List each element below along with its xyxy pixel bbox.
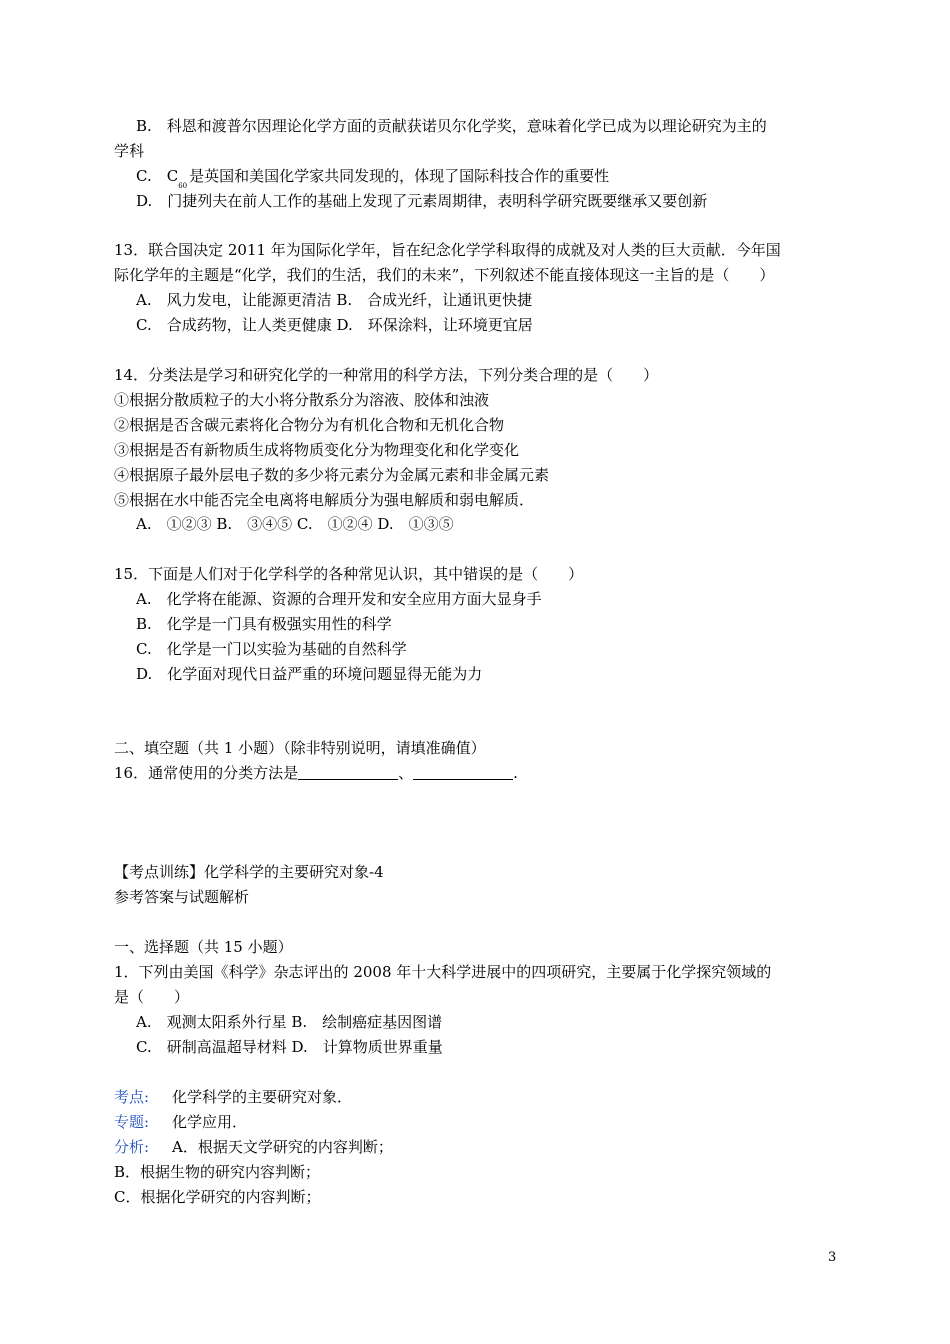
answer-q1-options-cd: C. 研制高温超导材料 D. 计算物质世界重量 (136, 1038, 443, 1056)
q14-item-5: ⑤根据在水中能否完全电离将电解质分为强电解质和弱电解质． (114, 491, 535, 509)
answer-q1-stem-line1: 1．下列由美国《科学》杂志评出的 2008 年十大科学进展中的四项研究，主要属于化学探究领域的 (114, 963, 772, 981)
q16-blank-2[interactable] (413, 765, 513, 780)
zhuanti-label: 专题: (114, 1113, 150, 1131)
q14-item-1: ①根据分散质粒子的大小将分散系分为溶液、胶体和浊液 (114, 391, 490, 409)
q15-option-a: A. 化学将在能源、资源的合理开发和安全应用方面大显身手 (136, 590, 542, 608)
q14-item-2: ②根据是否含碳元素将化合物分为有机化合物和无机化合物 (114, 416, 505, 434)
fenxi-label: 分析: (114, 1138, 150, 1156)
q14-item-3: ③根据是否有新物质生成将物质变化分为物理变化和化学变化 (114, 441, 520, 459)
q16-blank-1[interactable] (298, 765, 398, 780)
q15-option-b: B. 化学是一门具有极强实用性的科学 (136, 615, 392, 633)
section2-heading: 二、填空题（共 1 小题）（除非特别说明，请填准确值） (114, 739, 486, 757)
q12-option-d: D. 门捷列夫在前人工作的基础上发现了元素周期律，表明科学研究既要继承又要创新 (136, 192, 708, 210)
answer-q1-options-ab: A. 观测太阳系外行星 B. 绘制癌症基因图谱 (136, 1013, 443, 1031)
answers-section1-heading: 一、选择题（共 15 小题） (114, 938, 293, 956)
q14-options: A. ①②③ B. ③④⑤ C. ①②④ D. ①③⑤ (136, 515, 454, 533)
zhuanti-row: 专题: 化学应用． (114, 1113, 248, 1131)
q13-stem-line1: 13．联合国决定 2011 年为国际化学年，旨在纪念化学学科取得的成就及对人类的巨大贡献．今年国 (114, 241, 781, 259)
q14-stem: 14．分类法是学习和研究化学的一种常用的科学方法，下列分类合理的是（ ） (114, 366, 659, 384)
q12-option-b-line1: B. 科恩和渡普尔因理论化学方面的贡献获诺贝尔化学奖，意味着化学已成为以理论研究为主的 (136, 117, 767, 135)
analysis-c: C．根据化学研究的内容判断； (114, 1188, 321, 1206)
q15-stem: 15．下面是人们对于化学科学的各种常见认识，其中错误的是（ ） (114, 565, 584, 583)
page-number: 3 (828, 1250, 837, 1265)
kaodian-row: 考点: 化学科学的主要研究对象． (114, 1088, 353, 1106)
fenxi-row: 分析: A．根据天文学研究的内容判断； (114, 1138, 393, 1156)
q15-option-d: D. 化学面对现代日益严重的环境问题显得无能为力 (136, 665, 483, 683)
q13-options-ab: A. 风力发电，让能源更清洁 B. 合成光纤，让通讯更快捷 (136, 291, 533, 309)
answers-subtitle: 参考答案与试题解析 (114, 888, 250, 906)
subscript-60: 60 (178, 182, 188, 190)
kaodian-label: 考点: (114, 1088, 150, 1106)
answer-q1-stem-line2: 是（ ） (114, 988, 190, 1006)
q13-stem-line2: 际化学年的主题是“化学，我们的生活，我们的未来”，下列叙述不能直接体现这一主旨的是（ ） (114, 266, 775, 284)
answers-title: 【考点训练】化学科学的主要研究对象-4 (114, 863, 384, 881)
q12-option-c: C. $C_{60}$是英国和美国化学家共同发现的，体现了国际科技合作的重要性 (136, 167, 610, 190)
q12-option-b-line2: 学科 (114, 142, 145, 160)
q15-option-c: C. 化学是一门以实验为基础的自然科学 (136, 640, 407, 658)
analysis-b: B．根据生物的研究内容判断； (114, 1163, 321, 1181)
q14-item-4: ④根据原子最外层电子数的多少将元素分为金属元素和非金属元素 (114, 466, 550, 484)
q16: 16．通常使用的分类方法是 、 . (114, 764, 518, 782)
q13-options-cd: C. 合成药物，让人类更健康 D. 环保涂料，让环境更宜居 (136, 316, 533, 334)
